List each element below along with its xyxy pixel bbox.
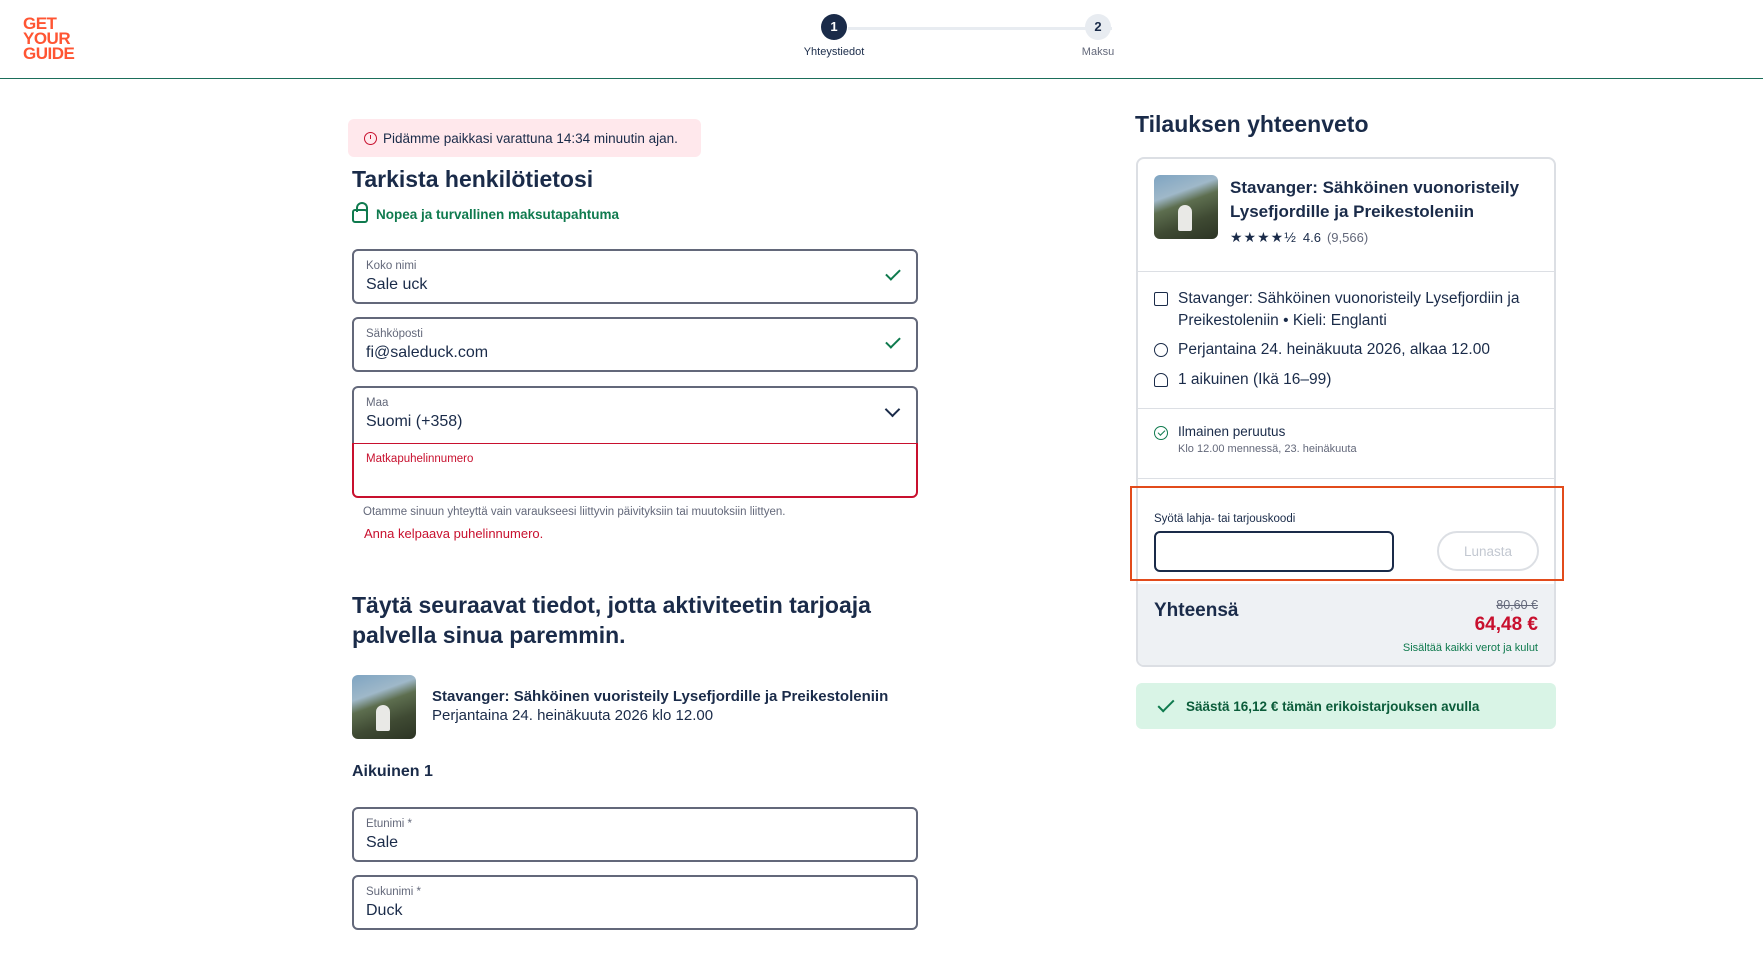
redeem-button[interactable]: Lunasta <box>1437 531 1539 571</box>
rating-value: 4.6 <box>1302 230 1321 245</box>
lock-icon <box>352 209 368 223</box>
field-value[interactable]: fi@saleduck.com <box>366 344 489 361</box>
checkout-stepper <box>803 14 1132 64</box>
tax-note: Sisältää kaikki verot ja kulut <box>1402 642 1538 654</box>
contact-heading: Tarkista henkilötietosi <box>352 166 594 192</box>
stopwatch-icon <box>364 132 377 145</box>
option-line: Stavanger: Sähköinen vuonoristeily Lysefjordiin ja Preikestoleniin • Kieli: Englanti <box>1154 288 1544 332</box>
field-value[interactable]: Sale <box>366 834 399 851</box>
activity-row <box>352 675 888 739</box>
field-value[interactable]: Suomi (+358) <box>366 413 463 430</box>
people-icon <box>1154 373 1168 387</box>
phone-help-text: Otamme sinuun yhteyttä vain varaukseesi liittyvin päivityksiin tai muutoksiin liittyen. <box>363 506 786 518</box>
step-payment <box>1058 14 1138 58</box>
timer-text: Pidämme paikkasi varattuna 14:34 minuutin ajan. <box>383 130 678 146</box>
last-name-field[interactable] <box>352 875 918 930</box>
step-label: Maksu <box>1081 46 1115 58</box>
activity-date: Perjantaina 24. heinäkuuta 2026 klo 12.00 <box>432 707 714 724</box>
country-select[interactable] <box>352 386 918 443</box>
product-thumbnail <box>1154 175 1218 239</box>
field-label: Matkapuhelinnumero <box>366 453 474 465</box>
promo-highlight-box <box>1130 486 1564 581</box>
product-title: Stavanger: Sähköinen vuonoristeily Lysefjordille ja Preikestoleniin <box>1230 178 1520 221</box>
step-number: 2 <box>1085 14 1111 40</box>
datetime-line: Perjantaina 24. heinäkuuta 2026, alkaa 12.00 <box>1154 339 1544 361</box>
summary-details <box>1138 272 1554 409</box>
check-circle-icon <box>1154 426 1168 440</box>
field-label: Sähköposti <box>366 328 423 340</box>
step-contact <box>794 14 874 58</box>
order-summary-card <box>1136 157 1556 667</box>
checkmark-icon <box>885 265 901 281</box>
top-header <box>0 0 1763 79</box>
field-label: Etunimi * <box>366 818 413 830</box>
total-section <box>1138 584 1554 667</box>
field-value[interactable]: Duck <box>366 902 403 919</box>
extra-info-heading: Täytä seuraavat tiedot, jotta aktiviteetin tarjoaja palvella sinua paremmin. <box>352 592 871 648</box>
activity-thumbnail <box>352 675 416 739</box>
checkmark-icon <box>885 333 901 349</box>
secure-payment-note: Nopea ja turvallinen maksutapahtuma <box>352 205 619 223</box>
total-label: Yhteensä <box>1154 600 1239 621</box>
full-name-field[interactable] <box>352 249 918 304</box>
field-label: Sukunimi * <box>366 886 421 898</box>
clock-icon <box>1154 343 1168 357</box>
review-count: (9,566) <box>1326 230 1369 245</box>
phone-field[interactable] <box>352 443 918 498</box>
field-value[interactable]: Sale uck <box>366 276 428 293</box>
email-field[interactable] <box>352 317 918 372</box>
free-cancellation <box>1138 409 1554 479</box>
chevron-down-icon[interactable] <box>885 402 901 418</box>
reservation-timer-banner <box>348 119 701 157</box>
savings-banner: Säästä 16,12 € tämän erikoistarjouksen avulla <box>1136 683 1556 729</box>
field-label: Maa <box>366 397 389 409</box>
activity-title: Stavanger: Sähköinen vuoristeily Lysefjordille ja Preikestoleniin <box>432 688 889 705</box>
promo-label: Syötä lahja- tai tarjouskoodi <box>1154 513 1296 525</box>
getyourguide-logo[interactable]: GET YOUR GUIDE <box>23 14 75 63</box>
first-name-field[interactable] <box>352 807 918 862</box>
order-summary-heading: Tilauksen yhteenveto <box>1135 111 1369 137</box>
product-rating <box>1230 229 1368 246</box>
field-label: Koko nimi <box>366 260 417 272</box>
summary-product <box>1138 159 1554 272</box>
traveler-heading: Aikuinen 1 <box>352 763 433 780</box>
discounted-price: 64,48 € <box>1474 614 1538 635</box>
cancellation-detail: Klo 12.00 mennessä, 23. heinäkuuta <box>1178 443 1357 455</box>
phone-error-message: Anna kelpaava puhelinnumero. <box>364 526 544 541</box>
star-icons: ★★★★½ <box>1230 229 1297 245</box>
ticket-icon <box>1154 292 1168 306</box>
step-label: Yhteystiedot <box>803 46 865 58</box>
step-number: 1 <box>821 14 847 40</box>
checkmark-icon <box>1158 696 1175 713</box>
participants-line: 1 aikuinen (Ikä 16–99) <box>1154 369 1544 391</box>
cancellation-title: Ilmainen peruutus <box>1178 424 1286 439</box>
original-price: 80,60 € <box>1496 598 1538 612</box>
